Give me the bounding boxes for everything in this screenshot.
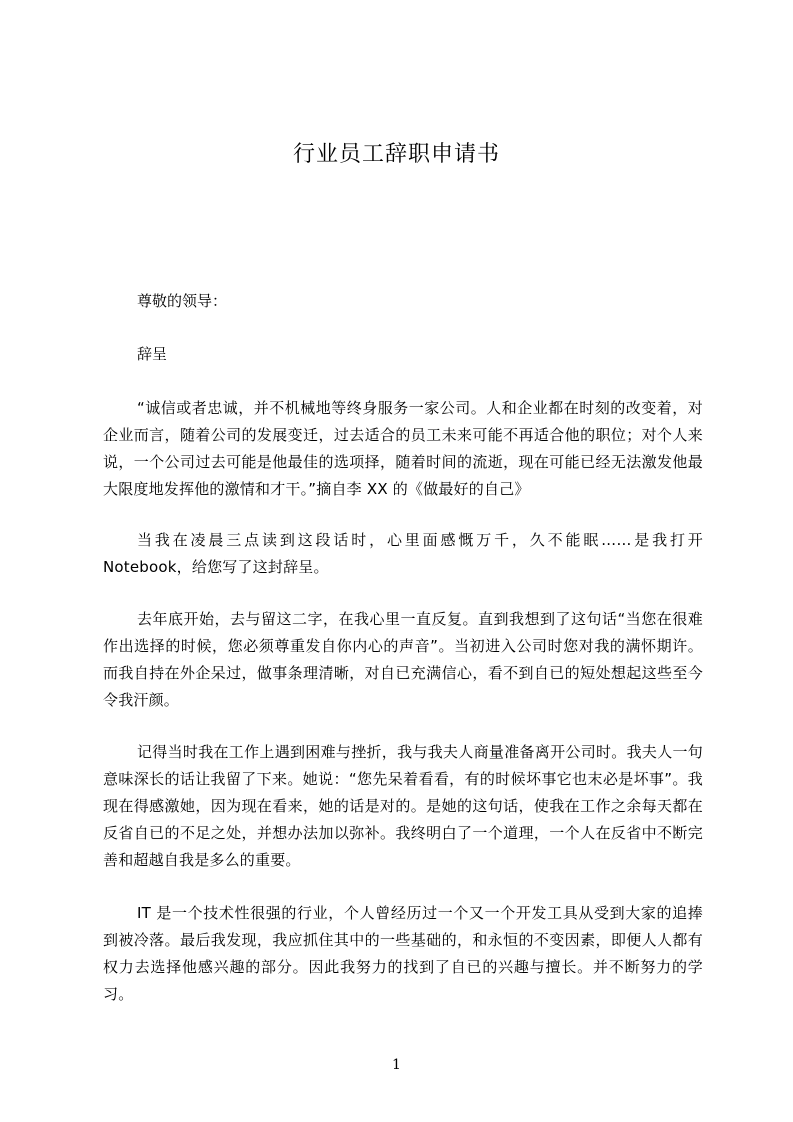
document-title: 行业员工辞职申请书 — [292, 142, 500, 167]
paragraph-3: 去年底开始，去与留这二字，在我心里一直反复。直到我想到了这句话“当您在很难作出选择的时候，您必须尊重发自你内心的声音”。当初进入公司时您对我的满怀期许。而我自持在外企呆过，做事条理清晰，对自已充满信心，看不到自已的短处想起这些至今令我汗颜。 — [103, 610, 703, 709]
page-number: 1 — [392, 1057, 401, 1073]
paragraph-5: IT 是一个技术性很强的行业，个人曾经历过一个又一个开发工具从受到大家的追捧到被冷落。最后我发现，我应抓住其中的一些基础的，和永恒的不变因素，即便人人都有权力去选择他感兴趣的部分。因此我努力的找到了自已的兴趣与擅长。并不断努力的学习。 — [103, 904, 703, 1003]
letter-heading: 辞呈 — [137, 345, 168, 363]
salutation: 尊敬的领导： — [137, 292, 228, 310]
paragraph-4: 记得当时我在工作上遇到困难与挫折，我与我夫人商量准备离开公司时。我夫人一句意味深长的话让我留了下来。她说：“您先呆着看看，有的时候坏事它也末必是坏事”。我现在得感激她，因为现在看来，她的话是对的。是她的这句话，使我在工作之余每天都在反省自已的不足之处，并想办法加以弥补。我终明白了一个道理，一个人在反省中不断完善和超越自我是多么的重要。 — [103, 743, 703, 869]
paragraph-2: 当我在凌晨三点读到这段话时，心里面感慨万千，久不能眠……是我打开 Notebook，给您写了这封辞呈。 — [103, 531, 703, 576]
paragraph-quote: “诚信或者忠诚，并不机械地等终身服务一家公司。人和企业都在时刻的改变着，对企业而言，随着公司的发展变迁，过去适合的员工未来可能不再适合他的职位；对个人来说，一个公司过去可能是他最佳的选项择，随着时间的流逝，现在可能已经无法激发他最大限度地发挥他的激情和才干。”摘自李 XX 的《做最好的自己》 — [103, 399, 703, 498]
